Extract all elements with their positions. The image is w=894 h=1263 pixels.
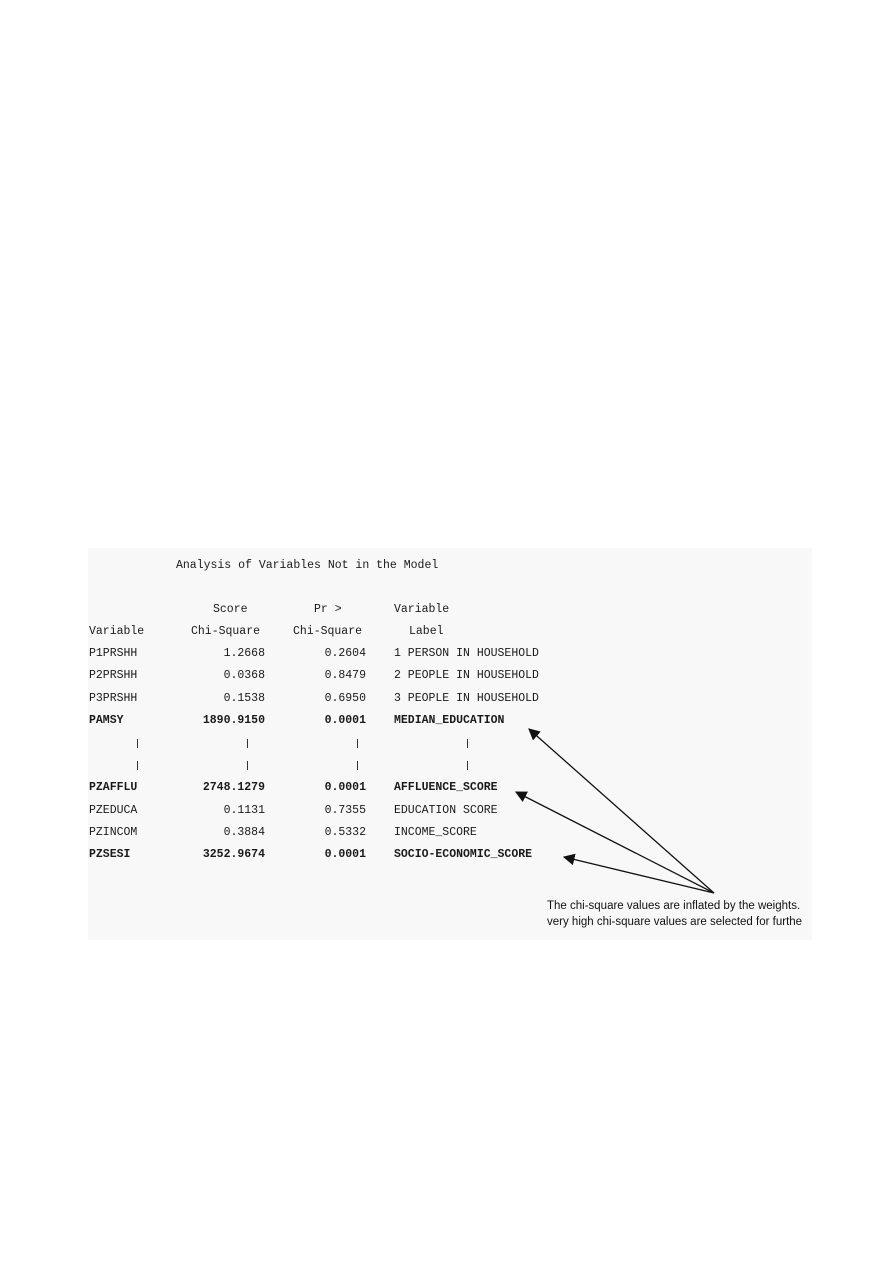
row-p-value: 0.0001 (324, 781, 366, 794)
row-variable: PZAFFLU (89, 781, 138, 794)
row-p-value: 0.8479 (324, 669, 366, 682)
row-score: 0.3884 (223, 826, 265, 839)
row-p-value: 0.5332 (324, 826, 366, 839)
row-variable: PAMSY (89, 714, 124, 727)
row-p-value: 0.6950 (324, 692, 366, 705)
arrow-median-education (529, 729, 714, 893)
row-label: 1 PERSON IN HOUSEHOLD (394, 647, 539, 660)
row-variable: P3PRSHH (89, 692, 138, 705)
row-label: SOCIO-ECONOMIC_SCORE (394, 848, 533, 861)
row-p-value: 0.2604 (324, 647, 366, 660)
header-chi-square: Chi-Square (191, 625, 261, 638)
row-variable: PZINCOM (89, 826, 138, 839)
header-variable-top: Variable (394, 603, 450, 616)
row-p-value: 0.7355 (324, 804, 366, 817)
row-variable: P1PRSHH (89, 647, 138, 660)
row-score: 3252.9674 (202, 848, 265, 861)
row-variable: P2PRSHH (89, 669, 138, 682)
table-title: Analysis of Variables Not in the Model (176, 559, 439, 572)
header-pr: Pr > (314, 603, 342, 616)
row-variable: PZEDUCA (89, 804, 138, 817)
row-label: 3 PEOPLE IN HOUSEHOLD (394, 692, 539, 705)
row-label: INCOME_SCORE (394, 826, 477, 839)
row-score: 1890.9150 (202, 714, 265, 727)
row-score: 0.1131 (223, 804, 265, 817)
row-label: 2 PEOPLE IN HOUSEHOLD (394, 669, 539, 682)
row-score: 0.0368 (223, 669, 265, 682)
row-label: AFFLUENCE_SCORE (394, 781, 498, 794)
row-score: 0.1538 (223, 692, 265, 705)
header-score: Score (213, 603, 248, 616)
row-score: 2748.1279 (202, 781, 265, 794)
arrow-affluence-score (516, 792, 714, 893)
header-chi-square-p: Chi-Square (293, 625, 363, 638)
row-score: 1.2668 (223, 647, 265, 660)
row-label: MEDIAN_EDUCATION (394, 714, 505, 727)
annotation-note-line1: The chi-square values are inflated by the weights. (547, 900, 801, 912)
annotation-note-line2: very high chi-square values are selected for furthe (547, 916, 803, 928)
row-variable: PZSESI (89, 848, 131, 861)
row-p-value: 0.0001 (324, 848, 366, 861)
arrow-socio-economic-score (564, 857, 714, 893)
row-label: EDUCATION SCORE (394, 804, 498, 817)
row-p-value: 0.0001 (324, 714, 366, 727)
header-variable: Variable (89, 625, 145, 638)
header-label: Label (409, 625, 444, 638)
